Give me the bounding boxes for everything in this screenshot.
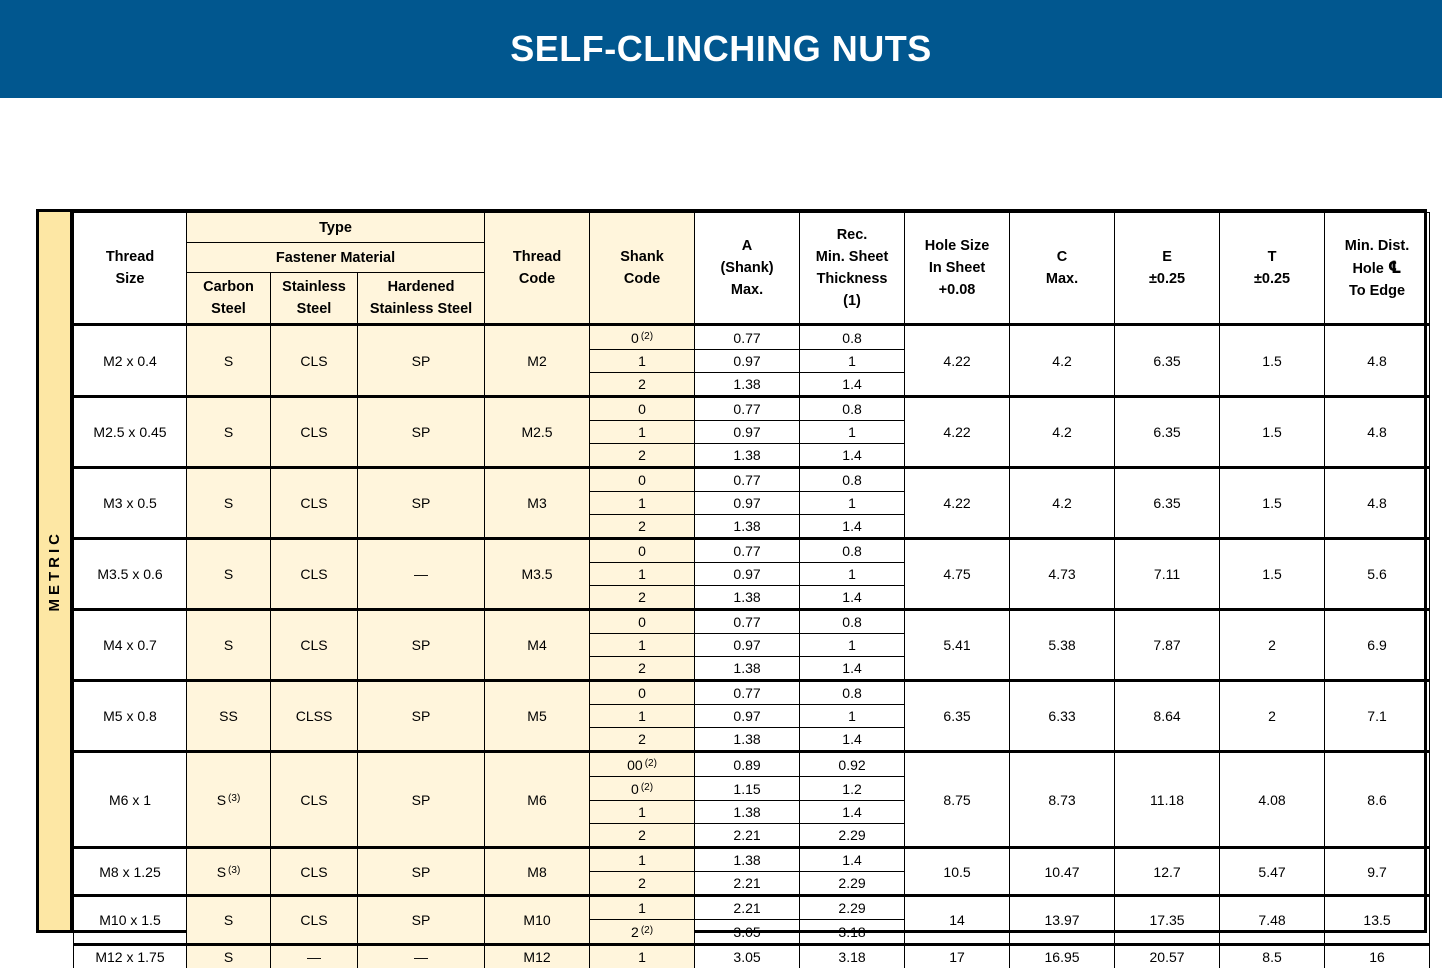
a-shank-cell: 0.77 [695,397,800,421]
shank-code-cell: 2 $^{(2)}$ [590,920,695,945]
t-cell: 8.5 [1220,945,1325,968]
hole-size-cell: 10.5 [905,848,1010,896]
rec-sheet-cell: 1 [800,563,905,586]
header-rec-sheet: Rec. Min. Sheet Thickness (1) [800,213,905,325]
shank-code-cell: 0 [590,610,695,634]
a-shank-cell: 1.15 [695,777,800,801]
rec-sheet-cell: 1.4 [800,586,905,610]
header-hole-size: Hole Size In Sheet +0.08 [905,213,1010,325]
c-max-cell: 13.97 [1010,896,1115,945]
shank-code-cell: 1 [590,421,695,444]
stainless-steel-cell: CLS [271,468,358,539]
table-row [74,681,1430,705]
t-cell: 4.08 [1220,752,1325,848]
e-cell: 20.57 [1115,945,1220,968]
stainless-steel-cell: CLS [271,397,358,468]
stainless-steel-cell: CLS [271,610,358,681]
rec-sheet-cell: 1 [800,421,905,444]
thread-size-cell: M12 x 1.75 [74,945,187,968]
metric-side-label [39,212,73,930]
a-shank-cell: 1.38 [695,515,800,539]
carbon-steel-cell: S [187,397,271,468]
shank-code-cell: 2 [590,824,695,848]
shank-code-cell: 2 [590,444,695,468]
a-shank-cell: 0.77 [695,681,800,705]
rec-sheet-cell: 1.4 [800,515,905,539]
shank-code-cell: 0 $^{(2)}$ [590,325,695,350]
stainless-steel-cell: — [271,945,358,968]
hardened-stainless-cell: — [358,945,485,968]
hardened-stainless-cell: SP [358,896,485,945]
shank-code-cell: 1 [590,563,695,586]
carbon-steel-cell: S $^{(3)}$ [187,752,271,848]
page-title: SELF-CLINCHING NUTS [510,28,931,70]
a-shank-cell: 1.38 [695,728,800,752]
carbon-steel-cell: S [187,896,271,945]
e-cell: 11.18 [1115,752,1220,848]
rec-sheet-cell: 1 [800,634,905,657]
rec-sheet-cell: 1.4 [800,848,905,872]
a-shank-cell: 3.05 [695,945,800,968]
spec-table-frame [36,209,1427,933]
shank-code-cell: 2 [590,373,695,397]
rec-sheet-cell: 3.18 [800,945,905,968]
t-cell: 7.48 [1220,896,1325,945]
shank-code-cell: 1 [590,896,695,920]
t-cell: 2 [1220,610,1325,681]
carbon-steel-cell: S [187,610,271,681]
thread-code-cell: M10 [485,896,590,945]
header-thread-code: Thread Code [485,213,590,325]
a-shank-cell: 0.97 [695,705,800,728]
shank-code-cell: 1 [590,634,695,657]
min-dist-cell: 4.8 [1325,325,1430,397]
t-cell: 1.5 [1220,539,1325,610]
e-cell: 7.11 [1115,539,1220,610]
rec-sheet-cell: 1 [800,350,905,373]
shank-code-cell: 2 [590,728,695,752]
shank-code-cell: 1 [590,945,695,968]
stainless-steel-cell: CLS [271,848,358,896]
a-shank-cell: 1.38 [695,848,800,872]
thread-code-cell: M3.5 [485,539,590,610]
rec-sheet-cell: 1.4 [800,373,905,397]
carbon-steel-cell: S [187,945,271,968]
thread-size-cell: M6 x 1 [74,752,187,848]
min-dist-cell: 8.6 [1325,752,1430,848]
table-body [74,325,1430,968]
table-header [74,213,1430,325]
rec-sheet-cell: 0.8 [800,610,905,634]
hole-size-cell: 4.22 [905,397,1010,468]
thread-code-cell: M4 [485,610,590,681]
thread-size-cell: M5 x 0.8 [74,681,187,752]
rec-sheet-cell: 1 [800,705,905,728]
e-cell: 6.35 [1115,397,1220,468]
a-shank-cell: 0.77 [695,610,800,634]
thread-size-cell: M3 x 0.5 [74,468,187,539]
t-cell: 5.47 [1220,848,1325,896]
e-cell: 7.87 [1115,610,1220,681]
carbon-steel-cell: S [187,539,271,610]
thread-size-cell: M2.5 x 0.45 [74,397,187,468]
rec-sheet-cell: 0.8 [800,468,905,492]
rec-sheet-cell: 0.8 [800,397,905,421]
carbon-steel-cell: S [187,468,271,539]
rec-sheet-cell: 3.18 [800,920,905,945]
table-row [74,752,1430,777]
c-max-cell: 4.73 [1010,539,1115,610]
a-shank-cell: 2.21 [695,896,800,920]
shank-code-cell: 0 [590,468,695,492]
shank-code-cell: 0 [590,539,695,563]
header-e: E ±0.25 [1115,213,1220,325]
a-shank-cell: 2.21 [695,824,800,848]
table-row [74,945,1430,968]
t-cell: 1.5 [1220,468,1325,539]
rec-sheet-cell: 1.4 [800,444,905,468]
hole-size-cell: 8.75 [905,752,1010,848]
rec-sheet-cell: 1.4 [800,728,905,752]
table-row [74,610,1430,634]
rec-sheet-cell: 1.4 [800,801,905,824]
carbon-steel-cell: S $^{(3)}$ [187,848,271,896]
carbon-steel-cell: S [187,325,271,397]
table-row [74,397,1430,421]
thread-code-cell: M8 [485,848,590,896]
c-max-cell: 10.47 [1010,848,1115,896]
thread-size-cell: M10 x 1.5 [74,896,187,945]
shank-code-cell: 1 [590,705,695,728]
header-fastener-material: Fastener Material [187,243,485,273]
header-min-dist: Min. Dist. Hole ℄ To Edge [1325,213,1430,325]
e-cell: 8.64 [1115,681,1220,752]
rec-sheet-cell: 0.8 [800,325,905,350]
shank-code-cell: 2 [590,657,695,681]
side-label-text: METRIC [46,530,63,612]
a-shank-cell: 0.97 [695,634,800,657]
min-dist-cell: 13.5 [1325,896,1430,945]
hole-size-cell: 4.22 [905,468,1010,539]
a-shank-cell: 1.38 [695,373,800,397]
hole-size-cell: 4.75 [905,539,1010,610]
hardened-stainless-cell: — [358,539,485,610]
spec-table [73,212,1430,968]
stainless-steel-cell: CLSS [271,681,358,752]
header-shank-code: Shank Code [590,213,695,325]
rec-sheet-cell: 2.29 [800,896,905,920]
e-cell: 17.35 [1115,896,1220,945]
shank-code-cell: 2 [590,586,695,610]
hardened-stainless-cell: SP [358,752,485,848]
a-shank-cell: 1.38 [695,586,800,610]
shank-code-cell: 1 [590,350,695,373]
hardened-stainless-cell: SP [358,848,485,896]
hardened-stainless-cell: SP [358,610,485,681]
table-row [74,896,1430,920]
thread-size-cell: M4 x 0.7 [74,610,187,681]
hole-size-cell: 5.41 [905,610,1010,681]
thread-size-cell: M3.5 x 0.6 [74,539,187,610]
shank-code-cell: 00 $^{(2)}$ [590,752,695,777]
a-shank-cell: 1.38 [695,444,800,468]
c-max-cell: 8.73 [1010,752,1115,848]
table-row [74,325,1430,350]
header-a-shank: A (Shank) Max. [695,213,800,325]
shank-code-cell: 0 $^{(2)}$ [590,777,695,801]
min-dist-cell: 16 [1325,945,1430,968]
title-banner [0,0,1442,98]
a-shank-cell: 3.05 [695,920,800,945]
header-c-max: C Max. [1010,213,1115,325]
a-shank-cell: 0.77 [695,539,800,563]
e-cell: 6.35 [1115,468,1220,539]
centerline-icon: ℄ [1388,258,1402,277]
hole-size-cell: 17 [905,945,1010,968]
a-shank-cell: 0.97 [695,492,800,515]
shank-code-cell: 2 [590,515,695,539]
rec-sheet-cell: 2.29 [800,872,905,896]
t-cell: 1.5 [1220,397,1325,468]
hole-size-cell: 14 [905,896,1010,945]
thread-code-cell: M12 [485,945,590,968]
a-shank-cell: 1.38 [695,801,800,824]
rec-sheet-cell: 0.8 [800,539,905,563]
thread-code-cell: M2.5 [485,397,590,468]
thread-code-cell: M2 [485,325,590,397]
table-row [74,468,1430,492]
c-max-cell: 4.2 [1010,468,1115,539]
rec-sheet-cell: 1 [800,492,905,515]
e-cell: 6.35 [1115,325,1220,397]
hardened-stainless-cell: SP [358,325,485,397]
shank-code-cell: 2 [590,872,695,896]
min-dist-cell: 4.8 [1325,468,1430,539]
carbon-steel-cell: SS [187,681,271,752]
a-shank-cell: 0.77 [695,325,800,350]
shank-code-cell: 0 [590,397,695,421]
min-dist-cell: 5.6 [1325,539,1430,610]
thread-size-cell: M2 x 0.4 [74,325,187,397]
shank-code-cell: 1 [590,801,695,824]
a-shank-cell: 1.38 [695,657,800,681]
shank-code-cell: 1 [590,848,695,872]
table-row [74,539,1430,563]
rec-sheet-cell: 0.8 [800,681,905,705]
min-dist-cell: 9.7 [1325,848,1430,896]
t-cell: 2 [1220,681,1325,752]
c-max-cell: 16.95 [1010,945,1115,968]
shank-code-cell: 0 [590,681,695,705]
e-cell: 12.7 [1115,848,1220,896]
c-max-cell: 4.2 [1010,325,1115,397]
rec-sheet-cell: 1.4 [800,657,905,681]
c-max-cell: 5.38 [1010,610,1115,681]
table-row [74,848,1430,872]
min-dist-cell: 6.9 [1325,610,1430,681]
a-shank-cell: 0.89 [695,752,800,777]
t-cell: 1.5 [1220,325,1325,397]
header-hardened-stainless: Hardened Stainless Steel [358,273,485,325]
hardened-stainless-cell: SP [358,681,485,752]
stainless-steel-cell: CLS [271,752,358,848]
header-t: T ±0.25 [1220,213,1325,325]
stainless-steel-cell: CLS [271,325,358,397]
a-shank-cell: 0.97 [695,421,800,444]
c-max-cell: 6.33 [1010,681,1115,752]
rec-sheet-cell: 2.29 [800,824,905,848]
stainless-steel-cell: CLS [271,896,358,945]
header-carbon-steel: Carbon Steel [187,273,271,325]
thread-code-cell: M6 [485,752,590,848]
hole-size-cell: 6.35 [905,681,1010,752]
rec-sheet-cell: 0.92 [800,752,905,777]
header-type: Type [187,213,485,243]
shank-code-cell: 1 [590,492,695,515]
header-stainless-steel: Stainless Steel [271,273,358,325]
hole-size-cell: 4.22 [905,325,1010,397]
a-shank-cell: 0.97 [695,350,800,373]
stainless-steel-cell: CLS [271,539,358,610]
header-thread-size: Thread Size [74,213,187,325]
c-max-cell: 4.2 [1010,397,1115,468]
hardened-stainless-cell: SP [358,397,485,468]
a-shank-cell: 0.77 [695,468,800,492]
min-dist-cell: 4.8 [1325,397,1430,468]
a-shank-cell: 2.21 [695,872,800,896]
rec-sheet-cell: 1.2 [800,777,905,801]
thread-size-cell: M8 x 1.25 [74,848,187,896]
min-dist-cell: 7.1 [1325,681,1430,752]
thread-code-cell: M5 [485,681,590,752]
thread-code-cell: M3 [485,468,590,539]
hardened-stainless-cell: SP [358,468,485,539]
a-shank-cell: 0.97 [695,563,800,586]
